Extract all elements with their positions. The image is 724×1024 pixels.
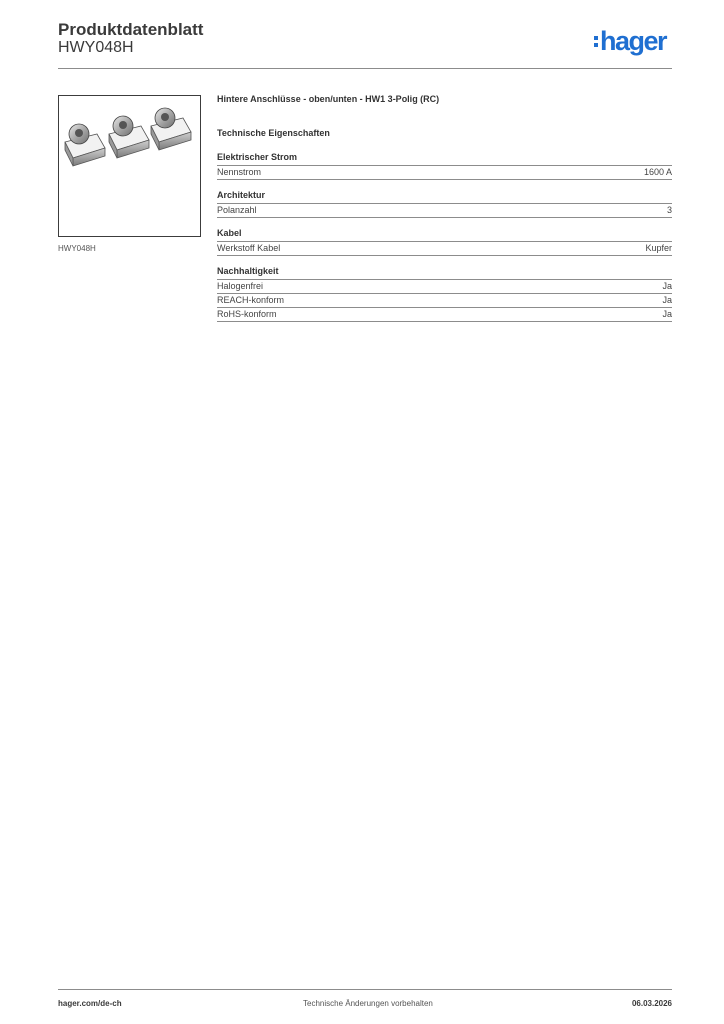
footer-disclaimer: Technische Änderungen vorbehalten <box>303 999 433 1008</box>
group-heading: Kabel <box>217 228 672 242</box>
spec-group-architecture <box>217 190 672 218</box>
spec-content <box>217 94 672 322</box>
footer-divider <box>58 989 672 990</box>
spec-label: RoHS-konform <box>217 309 277 319</box>
spec-label: REACH-konform <box>217 295 285 305</box>
group-heading: Architektur <box>217 190 672 204</box>
spec-value: 3 <box>666 205 672 215</box>
logo-colon-icon <box>594 36 598 47</box>
image-caption: HWY048H <box>58 244 96 253</box>
terminal-connectors-illustration <box>59 96 200 236</box>
spec-row <box>217 294 672 308</box>
spec-label: Nennstrom <box>217 167 262 177</box>
product-image <box>58 95 201 237</box>
spec-row <box>217 204 672 218</box>
spec-label: Halogenfrei <box>217 281 264 291</box>
footer-website-link[interactable]: hager.com/de-ch <box>58 999 122 1008</box>
product-title: Hintere Anschlüsse - oben/unten - HW1 3-Polig (RC) <box>217 94 440 104</box>
spec-value: 1600 A <box>643 167 672 177</box>
group-heading: Elektrischer Strom <box>217 152 672 166</box>
spec-row <box>217 308 672 322</box>
connector-2 <box>109 116 149 158</box>
connector-3 <box>151 108 191 150</box>
spec-value: Ja <box>662 295 672 305</box>
header-divider <box>58 68 672 69</box>
section-heading: Technische Eigenschaften <box>217 128 330 138</box>
footer-date: 06.03.2026 <box>631 999 672 1008</box>
spec-value: Kupfer <box>645 243 672 253</box>
product-code: HWY048H <box>58 39 134 56</box>
spec-group-electrical <box>217 152 672 180</box>
group-heading: Nachhaltigkeit <box>217 266 672 280</box>
spec-row <box>217 242 672 256</box>
connector-1 <box>65 124 105 166</box>
spec-group-cable <box>217 228 672 256</box>
logo-wordmark: hager <box>600 25 667 56</box>
spec-row <box>217 280 672 294</box>
spec-label: Werkstoff Kabel <box>217 243 281 253</box>
page-title: Produktdatenblatt <box>58 20 204 39</box>
spec-value: Ja <box>662 281 672 291</box>
spec-value: Ja <box>662 309 672 319</box>
spec-label: Polanzahl <box>217 205 257 215</box>
spec-row <box>217 166 672 180</box>
spec-group-sustainability <box>217 266 672 322</box>
hager-logo <box>594 26 666 56</box>
